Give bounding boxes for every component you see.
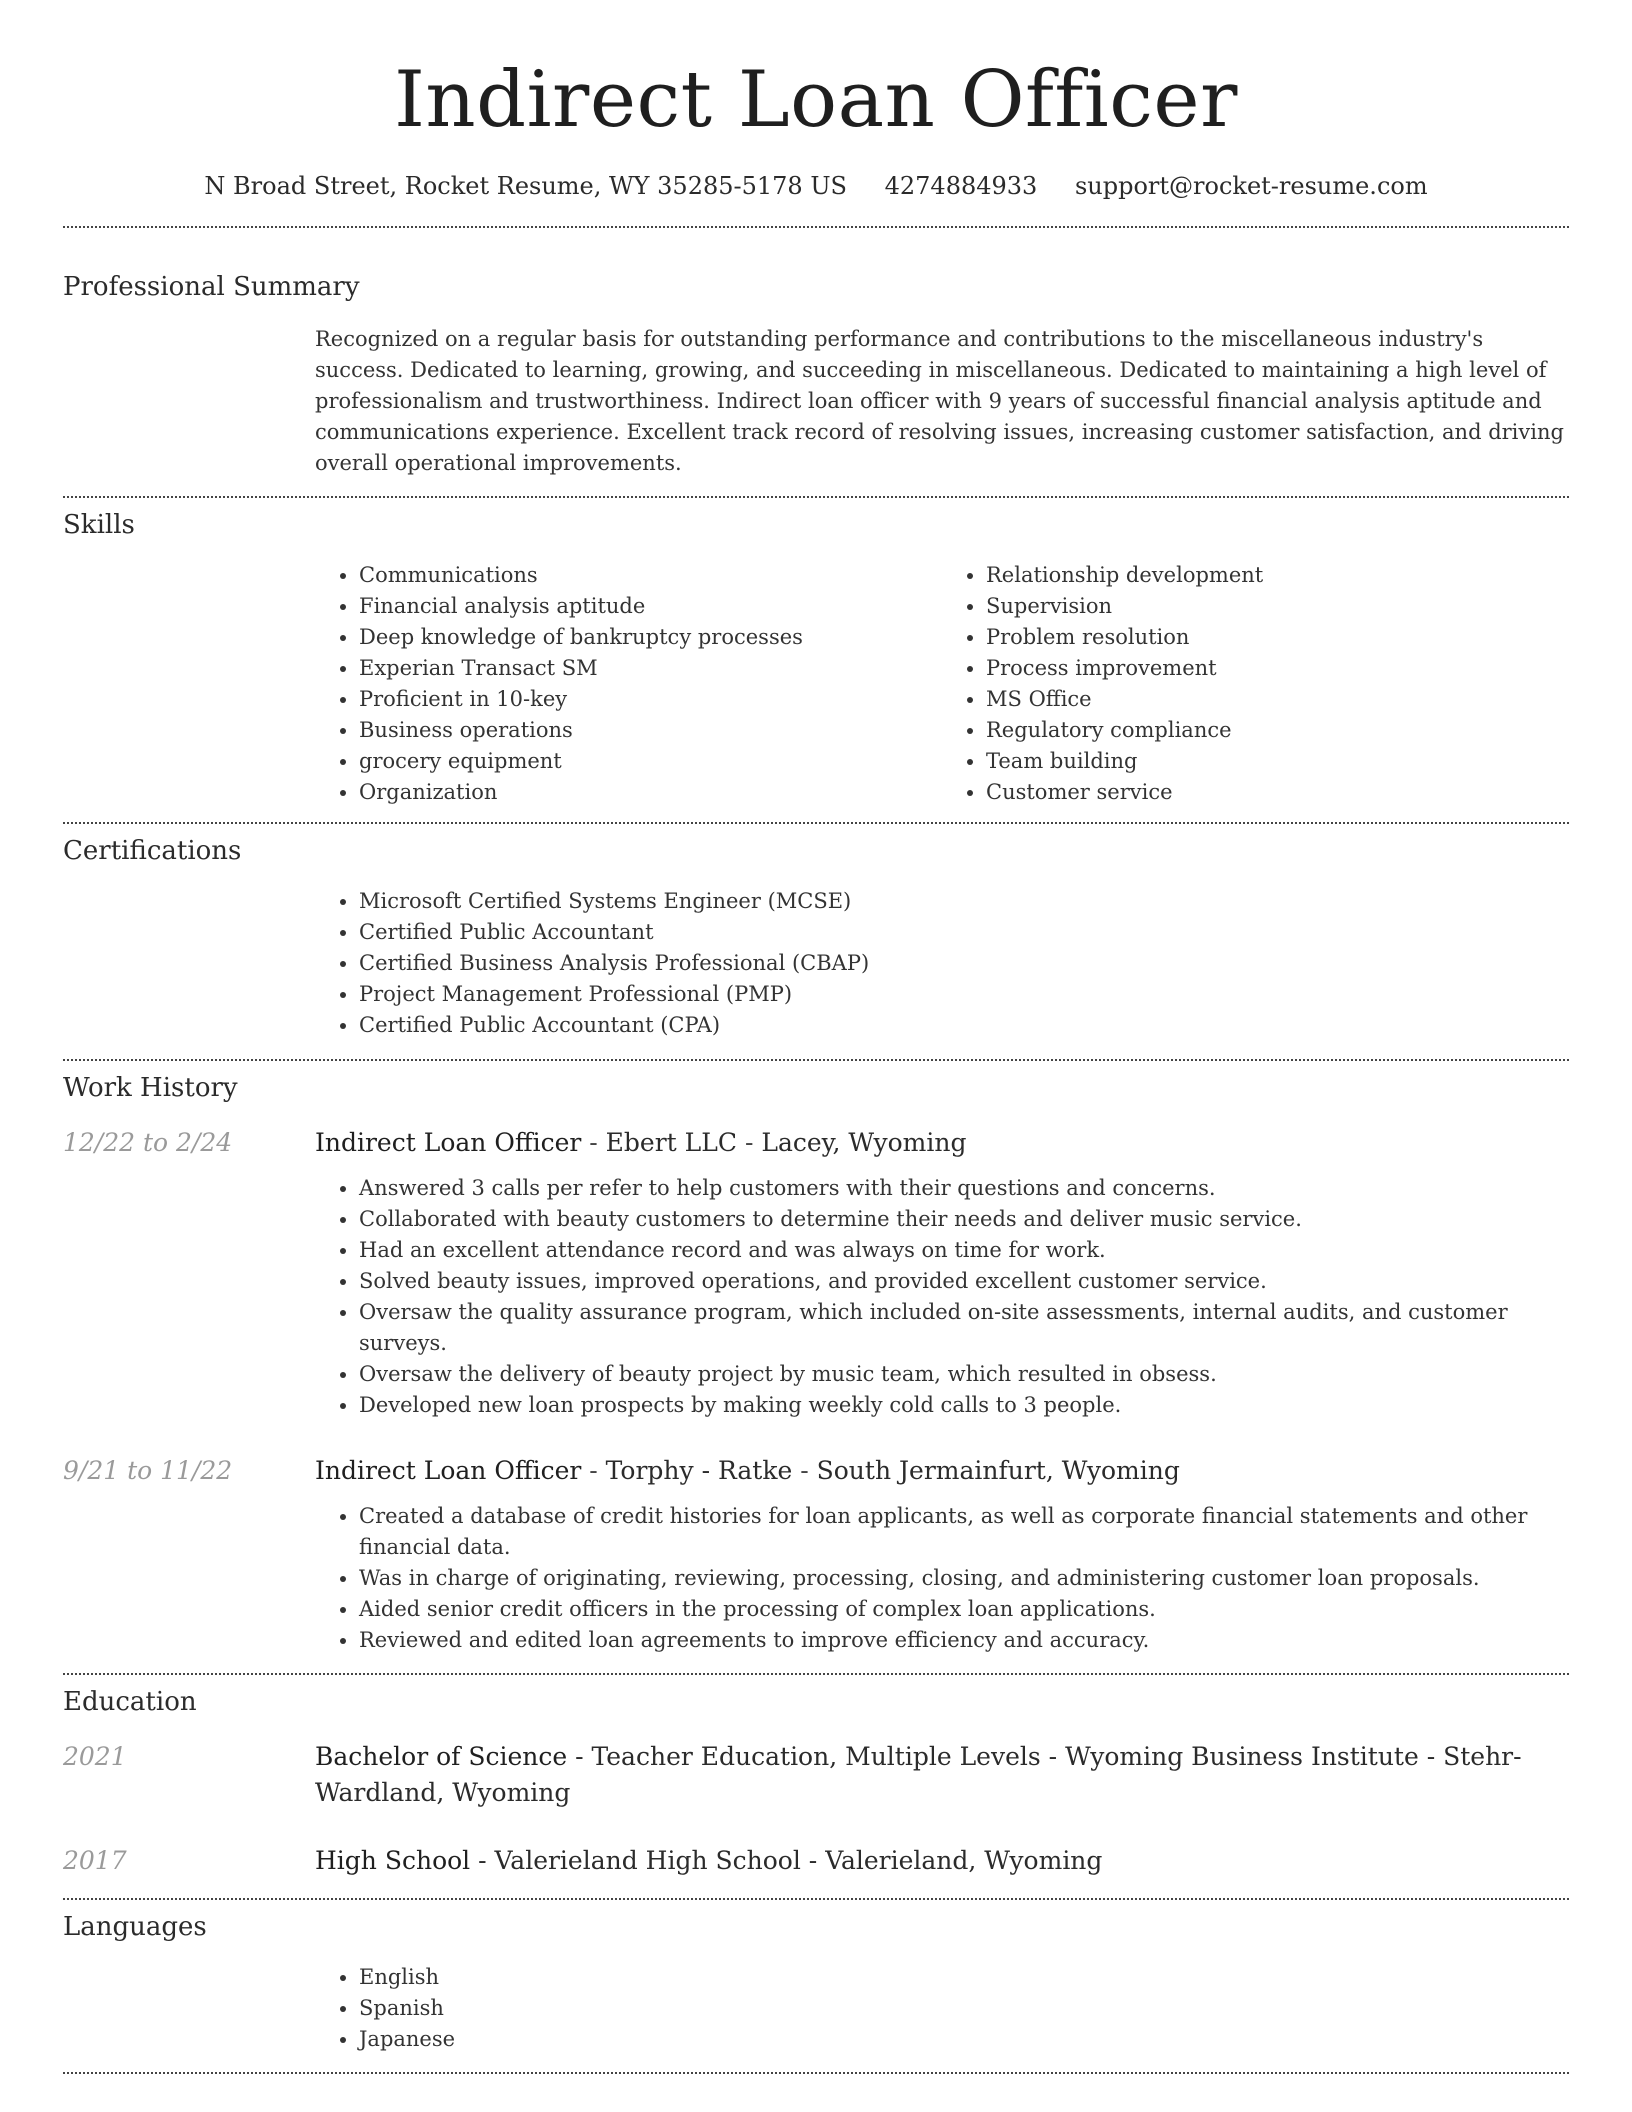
job-location: Lacey, Wyoming — [761, 1128, 967, 1157]
resume-page — [63, 0, 1569, 2074]
skills-list-right — [942, 560, 1569, 808]
list-item: • Project Management Professional (PMP) — [359, 979, 1569, 1010]
list-item: • Solved beauty issues, improved operations, and provided excellent customer service. — [359, 1266, 1569, 1297]
work-dates: 9/21 to 11/22 — [63, 1456, 233, 1485]
list-item: • Process improvement — [986, 653, 1569, 684]
list-item: • Developed new loan prospects by making weekly cold calls to 3 people. — [359, 1390, 1569, 1421]
section-title-education: Education — [63, 1687, 197, 1717]
education-heading — [315, 1843, 1569, 1879]
divider — [63, 1898, 1569, 1900]
list-item: • Certified Public Accountant — [359, 917, 1569, 948]
list-item: • Had an excellent attendance record and was always on time for work. — [359, 1235, 1569, 1266]
education-heading — [315, 1739, 1569, 1811]
education-year: 2017 — [63, 1846, 127, 1875]
languages-body — [315, 1962, 1569, 2055]
section-title-skills: Skills — [63, 510, 135, 540]
job-bullets — [315, 1501, 1569, 1656]
job-company: Ebert LLC — [605, 1128, 737, 1157]
education-year: 2021 — [63, 1742, 127, 1771]
list-item: • Communications — [359, 560, 942, 591]
list-item: • Experian Transact SM — [359, 653, 942, 684]
list-item: • Supervision — [986, 591, 1569, 622]
list-item: • Oversaw the delivery of beauty project by music team, which resulted in obsess. — [359, 1359, 1569, 1390]
list-item: • English — [359, 1962, 1569, 1993]
list-item: • Proficient in 10-key — [359, 684, 942, 715]
work-dates: 12/22 to 2/24 — [63, 1128, 233, 1157]
list-item: • Answered 3 calls per refer to help customers with their questions and concerns. — [359, 1173, 1569, 1204]
education-detail: - Teacher Education, Multiple Levels - Wyoming Business Institute - Stehr-Wardland, Wyoming — [315, 1742, 1522, 1807]
divider — [63, 2072, 1569, 2074]
certifications-body — [315, 886, 1569, 1041]
list-item: • MS Office — [986, 684, 1569, 715]
list-item: • Regulatory compliance — [986, 715, 1569, 746]
section-title-summary: Professional Summary — [63, 272, 360, 302]
list-item: • Customer service — [986, 777, 1569, 808]
divider — [63, 1059, 1569, 1061]
list-item: • Problem resolution — [986, 622, 1569, 653]
work-heading: Indirect Loan Officer - Torphy - Ratke - South Jermainfurt, Wyoming — [315, 1456, 1180, 1485]
list-item: • Collaborated with beauty customers to determine their needs and deliver music service. — [359, 1204, 1569, 1235]
summary-text: Recognized on a regular basis for outstanding performance and contributions to the miscellaneous industry's success. Dedicated to learning, growing, and succeeding in miscellaneous. Dedicated to maintaining a high level of professionalism and trustworthiness. Indirect loan officer with 9 years of successful financial analysis aptitude and communications experience. Excellent track record of resolving issues, increasing customer satisfaction, and driving overall operational improvements. — [315, 327, 1564, 475]
list-item: • Business operations — [359, 715, 942, 746]
list-item: • Oversaw the quality assurance program, which included on-site assessments, internal audits, and customer surveys. — [359, 1297, 1569, 1359]
job-bullets — [315, 1173, 1569, 1421]
list-item: • Aided senior credit officers in the processing of complex loan applications. — [359, 1594, 1569, 1625]
job-location: South Jermainfurt, Wyoming — [816, 1456, 1180, 1485]
list-item: • Was in charge of originating, reviewing, processing, closing, and administering customer loan proposals. — [359, 1563, 1569, 1594]
list-item: • Reviewed and edited loan agreements to improve efficiency and accuracy. — [359, 1625, 1569, 1656]
list-item: • Team building — [986, 746, 1569, 777]
work-heading: Indirect Loan Officer - Ebert LLC - Lacey, Wyoming — [315, 1128, 967, 1157]
section-title-languages: Languages — [63, 1912, 207, 1942]
list-item: • Relationship development — [986, 560, 1569, 591]
list-item: • Created a database of credit histories for loan applicants, as well as corporate financial statements and other financial data. — [359, 1501, 1569, 1563]
list-item: • grocery equipment — [359, 746, 942, 777]
list-item: • Japanese — [359, 2024, 1569, 2055]
divider — [63, 496, 1569, 498]
divider — [63, 1673, 1569, 1675]
education-detail: - Valerieland High School - Valerieland, Wyoming — [470, 1846, 1103, 1875]
list-item: • Microsoft Certified Systems Engineer (MCSE) — [359, 886, 1569, 917]
education-entry — [63, 1843, 1569, 1879]
work-entry — [63, 1125, 1569, 1421]
divider — [63, 226, 1569, 228]
list-item: • Financial analysis aptitude — [359, 591, 942, 622]
list-item: • Deep knowledge of bankruptcy processes — [359, 622, 942, 653]
divider — [63, 822, 1569, 824]
list-item: • Certified Public Accountant (CPA) — [359, 1010, 1569, 1041]
list-item: • Spanish — [359, 1993, 1569, 2024]
list-item: • Organization — [359, 777, 942, 808]
contact-address: N Broad Street, Rocket Resume, WY 35285-5178 US — [204, 172, 847, 200]
list-item: • Certified Business Analysis Professional (CBAP) — [359, 948, 1569, 979]
section-title-certifications: Certifications — [63, 836, 242, 866]
job-title: Indirect Loan Officer — [315, 1128, 582, 1157]
contact-phone: 4274884933 — [884, 172, 1038, 200]
languages-list — [315, 1962, 1569, 2055]
contact-line — [63, 169, 1569, 203]
education-degree: High School — [315, 1846, 471, 1875]
section-title-work: Work History — [63, 1073, 238, 1103]
job-company: Torphy - Ratke — [605, 1456, 793, 1485]
candidate-name: Indirect Loan Officer — [394, 55, 1238, 145]
work-entry — [63, 1453, 1569, 1656]
education-degree: Bachelor of Science — [315, 1742, 568, 1771]
contact-email: support@rocket-resume.com — [1074, 172, 1428, 200]
job-title: Indirect Loan Officer — [315, 1456, 582, 1485]
certifications-list — [315, 886, 1569, 1041]
skills-body — [315, 560, 1569, 808]
skills-list-left — [315, 560, 942, 808]
education-entry — [63, 1739, 1569, 1811]
